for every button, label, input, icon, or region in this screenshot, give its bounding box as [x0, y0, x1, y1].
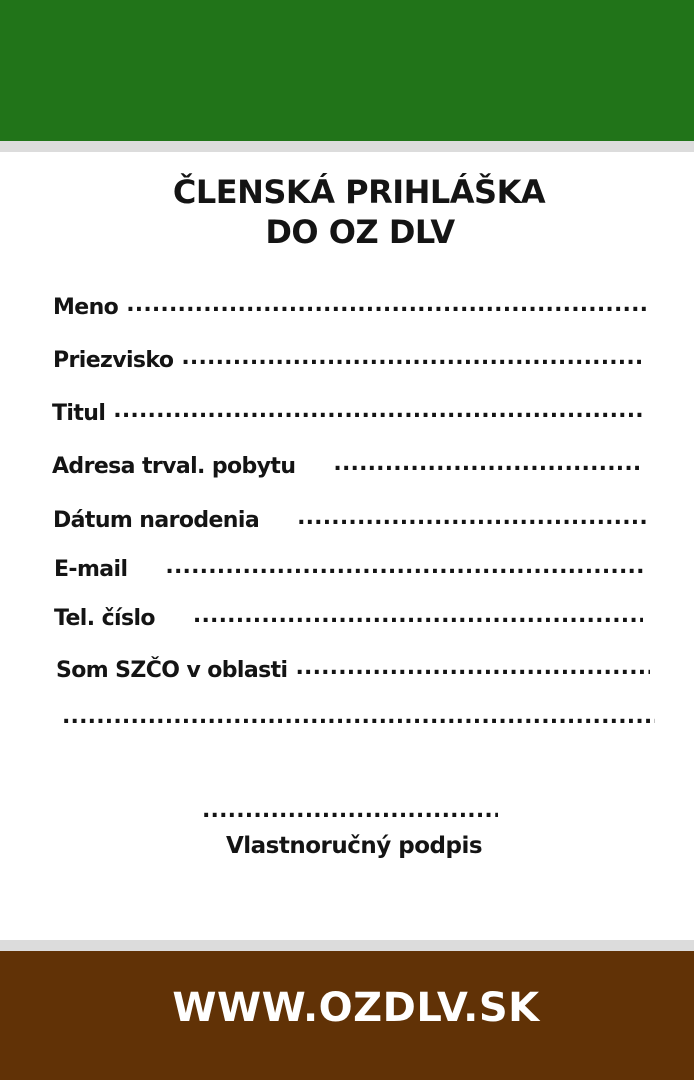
field-email — [54, 552, 646, 582]
field-tel-cislo-line — [193, 601, 643, 631]
field-szco-continuation-line — [62, 702, 655, 732]
field-adresa-label: Adresa trval. pobytu — [52, 454, 296, 479]
header-divider — [0, 141, 694, 152]
field-priezvisko — [53, 343, 645, 373]
signature-label: Vlastnoručný podpis — [225, 833, 483, 859]
field-priezvisko-line — [181, 343, 645, 373]
field-szco-line — [295, 653, 650, 683]
field-datum-narodenia-label: Dátum narodenia — [53, 508, 260, 533]
field-tel-cislo — [54, 601, 643, 631]
header-band — [0, 0, 694, 141]
field-datum-narodenia — [53, 503, 647, 533]
field-titul-line — [113, 396, 642, 426]
website-link[interactable]: WWW.OZDLV.SK — [172, 985, 540, 1031]
field-adresa — [52, 449, 640, 479]
form-title-line-2: DO OZ DLV — [265, 213, 455, 251]
field-datum-narodenia-line — [297, 503, 647, 533]
field-meno-label: Meno — [53, 295, 119, 320]
field-titul — [52, 396, 642, 426]
field-adresa-line — [333, 449, 640, 479]
field-meno — [53, 290, 647, 320]
field-szco — [56, 653, 650, 683]
form-title-line-1: ČLENSKÁ PRIHLÁŠKA — [172, 173, 546, 211]
field-titul-label: Titul — [52, 401, 106, 426]
footer-divider — [0, 940, 694, 951]
form-title — [0, 172, 694, 252]
field-priezvisko-label: Priezvisko — [53, 348, 174, 373]
field-tel-cislo-label: Tel. číslo — [54, 606, 155, 631]
field-szco-label: Som SZČO v oblasti — [56, 658, 288, 683]
field-email-label: E-mail — [54, 557, 128, 582]
field-email-line — [165, 552, 646, 582]
field-szco-continuation — [62, 702, 655, 732]
signature-line — [202, 796, 498, 826]
field-meno-line — [126, 290, 647, 320]
